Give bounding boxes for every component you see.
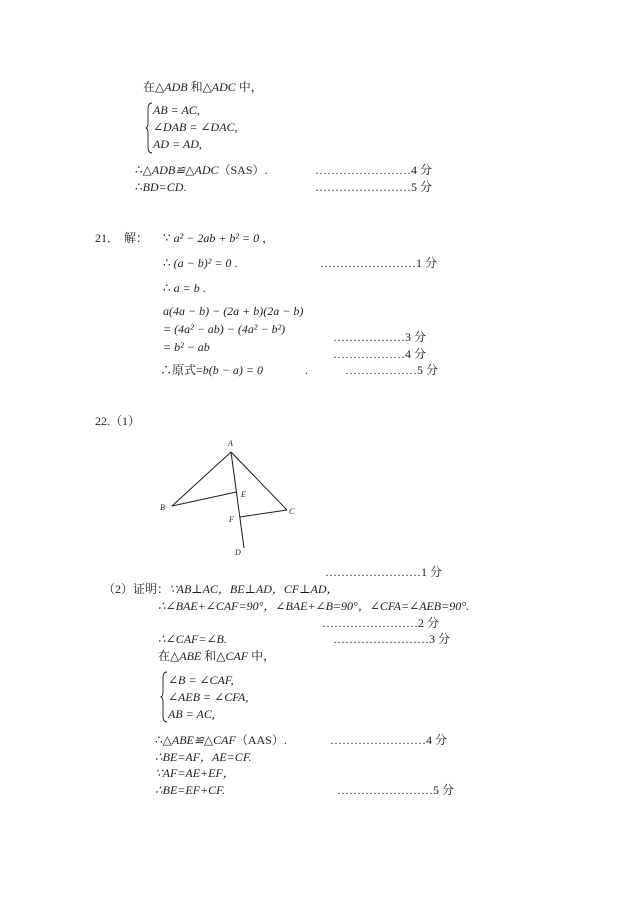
result-prefix: ∴原式= bbox=[160, 363, 203, 377]
point-label-b: B bbox=[160, 503, 165, 512]
result-equation: b(b − a) = 0 bbox=[202, 363, 263, 377]
intro-text: 中， bbox=[235, 80, 263, 94]
score-marker: ………………4 分 bbox=[333, 347, 427, 361]
point-label-c: C bbox=[289, 507, 295, 516]
q22-angle-relations: ∴∠BAE+∠CAF=90°，∠BAE+∠B=90°，∠CFA=∠AEB=90°. bbox=[158, 599, 470, 613]
q22-equal-angles: ∴∠CAF=∠B. bbox=[158, 632, 227, 646]
q20-system-line: AB = AC, bbox=[153, 103, 200, 117]
q21-result bbox=[160, 363, 263, 377]
q22-system-line: ∠AEB = ∠CFA, bbox=[168, 690, 249, 704]
q20-system-line: ∠DAB = ∠DAC, bbox=[153, 120, 238, 134]
point-label-d: D bbox=[235, 548, 241, 557]
q22-part1-label: 22.（1） bbox=[95, 414, 141, 428]
comma: ， bbox=[259, 231, 275, 245]
congruence-statement: ADB≌△ADC bbox=[151, 163, 219, 177]
step-equation: a = b bbox=[173, 281, 200, 295]
q21-expression-line: a(4a − b) − (2a + b)(2a − b) bbox=[163, 304, 304, 318]
segment-be bbox=[172, 492, 236, 506]
q22-segment-sum: ∵AF=AE+EF， bbox=[155, 766, 235, 780]
score-marker: ……………………1 分 bbox=[320, 256, 438, 270]
therefore-symbol: ∴ bbox=[163, 281, 174, 295]
segment-ab bbox=[172, 452, 231, 506]
triangle-figure bbox=[155, 435, 305, 560]
therefore-symbol: ∴ bbox=[135, 180, 143, 194]
triangle-name: CAF bbox=[225, 649, 249, 663]
q20-system-line: AD = AD, bbox=[153, 137, 202, 151]
score-marker: ……………………1 分 bbox=[325, 565, 443, 579]
therefore-symbol: ∴△ bbox=[155, 733, 172, 747]
step-equation: (a − b)² = 0 bbox=[173, 256, 232, 270]
q20-triangle-intro bbox=[143, 80, 263, 94]
because-symbol: ∵ bbox=[163, 231, 174, 245]
q21-number: 21． bbox=[95, 231, 120, 245]
segment-ad bbox=[231, 452, 244, 548]
q21-step1 bbox=[163, 256, 237, 270]
period: . bbox=[231, 256, 238, 270]
intro-text: 和△ bbox=[187, 80, 212, 94]
point-label-a: A bbox=[228, 439, 233, 448]
q22-system-line: AB = AC, bbox=[168, 707, 215, 721]
point-label-f: F bbox=[229, 515, 234, 524]
congruence-statement: ABE≌△CAF bbox=[171, 733, 236, 747]
therefore-symbol: ∴ bbox=[163, 256, 174, 270]
q21-solution-label: 解： bbox=[124, 231, 149, 245]
intro-text: 中， bbox=[248, 649, 276, 663]
intro-text: 在△ bbox=[158, 649, 180, 663]
score-marker: ……………………2 分 bbox=[322, 616, 440, 630]
intro-text: 在△ bbox=[143, 80, 165, 94]
q21-expression-line: = b² − ab bbox=[163, 340, 210, 354]
left-brace-icon bbox=[160, 671, 168, 723]
conclusion-statement: BD=CD bbox=[142, 180, 184, 194]
q22-conclusion: ∴BE=EF+CF. bbox=[155, 783, 225, 797]
congruence-reason: （AAS）. bbox=[235, 733, 287, 747]
triangle-name: ADC bbox=[211, 80, 236, 94]
congruence-reason: （SAS）. bbox=[218, 163, 268, 177]
segment-ac bbox=[231, 452, 287, 510]
q21-given bbox=[163, 231, 274, 245]
q22-part2-given bbox=[103, 582, 339, 596]
triangle-name: ABE bbox=[179, 649, 202, 663]
segment-cf bbox=[240, 510, 287, 517]
q22-system-line: ∠B = ∠CAF, bbox=[168, 673, 234, 687]
score-marker: ……………………4 分 bbox=[315, 163, 433, 177]
q21-step2 bbox=[163, 281, 206, 295]
period: . bbox=[183, 180, 187, 194]
q20-conclusion bbox=[135, 180, 186, 194]
q20-congruence bbox=[135, 163, 268, 177]
score-marker: ………………5 分 bbox=[345, 363, 439, 377]
stray-dot: . bbox=[305, 363, 308, 377]
period: . bbox=[199, 281, 206, 295]
score-marker: ……………………4 分 bbox=[330, 733, 448, 747]
q22-part2-label: （2）证明： bbox=[103, 582, 170, 596]
score-marker: ……………………5 分 bbox=[337, 783, 455, 797]
q21-expression-line: = (4a² − ab) − (4a² − b²) bbox=[163, 322, 286, 336]
given-statement: ∵AB⊥AC，BE⊥AD，CF⊥AD， bbox=[169, 582, 339, 596]
therefore-symbol: ∴△ bbox=[135, 163, 152, 177]
point-label-e: E bbox=[241, 490, 246, 499]
q22-equal-sides: ∴BE=AF，AE=CF. bbox=[155, 750, 252, 764]
triangle-name: ADB bbox=[164, 80, 188, 94]
score-marker: ………………3 分 bbox=[333, 330, 427, 344]
intro-text: 和△ bbox=[201, 649, 226, 663]
left-brace-icon bbox=[145, 102, 153, 154]
score-marker: ……………………5 分 bbox=[315, 180, 433, 194]
q22-congruence bbox=[155, 733, 287, 747]
score-marker: ……………………3 分 bbox=[333, 632, 451, 646]
q22-triangle-intro bbox=[158, 649, 275, 663]
given-equation: a² − 2ab + b² = 0 bbox=[173, 231, 260, 245]
